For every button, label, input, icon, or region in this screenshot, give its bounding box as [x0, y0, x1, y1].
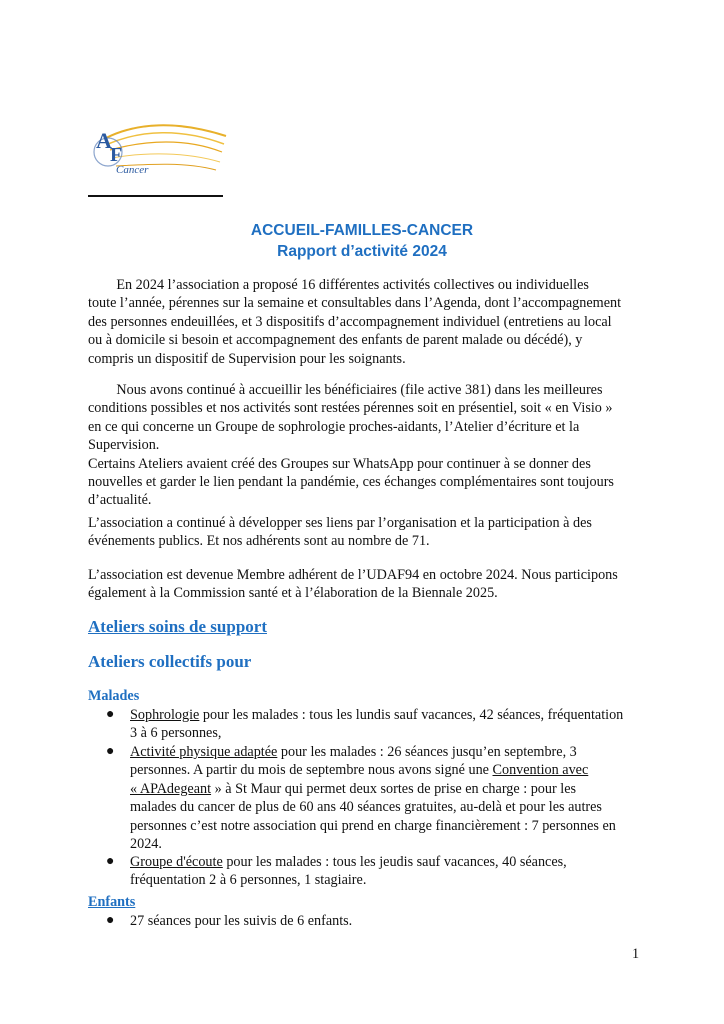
link-apadegeant[interactable]: « APAdegeant [130, 780, 212, 797]
bullet-icon: ● [106, 913, 115, 928]
logo-letter-f: F [110, 144, 123, 166]
text-line: L’association est devenue Membre adhérent de l’UDAF94 en octobre 2024. Nous participons [88, 567, 618, 583]
logo-letter-a: A [96, 128, 112, 153]
text-line: Certains Ateliers avaient créé des Groupes sur WhatsApp pour continuer à se donner des [88, 455, 591, 472]
text-line: L’association a continué à développer ses liens par l’organisation et la participation à des [88, 515, 592, 531]
section-heading-soins: Ateliers soins de support [88, 617, 267, 636]
document-page: A F Cancer ACCUEIL-FAMILLES-CANCER Rapport d’activité 2024 En 2024 l’association a proposé 16 différentes activités collectives ou individuelles toute l’année, pérennes sur la semaine et consultables dans l’Agenda, dont l’accompagnement des personnes endeuillées, et 3 dispositifs d’accompagnement individuel (entretiens au local ou à domicile si besoin et accompagnement des enfants de parent malade ou décédé), y compris un dispositif de Supervision pour les soignants. Nous avons continué à accueillir les bénéficiaires (file active 381) dans les meilleures conditions possibles et nos activités sont restées pérennes soit en présentiel, soit « en Visio » en ce qui concerne un Groupe de sophrologie proches-aidants, l’Atelier d’écriture et la Supervision. Certains Ateliers avaient créé des Groupes sur WhatsApp pour continuer à se donner des nouvelles et garder le lien pendant la pandémie, ces échanges complémentaires sont toujours d’actualité. L’association a continué à développer ses liens par l’organisation et la participation à des événements publics. Et nos adhérents sont au nombre de 71. L’association est devenue Membre adhérent de l’UDAF94 en octobre 2024. Nous participons également à la Commission santé et à l’élaboration de la Biennale 2025. Ateliers soins de support Ateliers collectifs pour Malades ● Sophrologie pour les malades : tous les lundis sauf vacances, 42 séances, fréquentation 3 à 6 personnes, ● Activité physique adaptée pour les malades : 26 séances jusqu’en septembre, 3 personnes. A partir du mois de septembre nous avons signé une Convention avec « APAdegeant » à St Maur qui permet deux sortes de prise en charge : pour les malades du cancer de plus de 60 ans 40 séances gratuites, au-delà et pour les autres personnes c’est notre association qui prend en charge financièrement : 7 personnes en 2024. ● Groupe d'écoute pour les malades : tous les jeudis sauf vacances, 40 séances, fréquentation 2 à 6 personnes, 1 stagiaire. Enfants ● 27 séances pour les suivis de 6 enfants. 1 [0, 0, 724, 1024]
paragraph-intro [88, 276, 658, 368]
bullet-icon: ● [106, 744, 115, 759]
text-line: nouvelles et garder le lien pendant la pandémie, ces échanges complémentaires sont toujours [88, 474, 614, 491]
logo-divider [88, 195, 223, 197]
text-line: Nous avons continué à accueillir les bénéficiaires (file active 381) dans les meilleures [88, 382, 603, 398]
text-line: Supervision. [88, 437, 160, 454]
text-line: En 2024 l’association a proposé 16 différentes activités collectives ou individuelles [88, 277, 589, 293]
link-sophrologie[interactable]: Sophrologie [130, 707, 200, 723]
paragraph-liens [88, 514, 658, 551]
document-subtitle: Rapport d’activité 2024 [277, 243, 447, 260]
text-line: ou à domicile si besoin et accompagnement des enfants de parent malade ou décédé), y [88, 332, 583, 349]
text-line: d’actualité. [88, 492, 152, 509]
text-line: événements publics. Et nos adhérents sont au nombre de 71. [88, 533, 430, 550]
logo-word-cancer: Cancer [116, 164, 149, 176]
afc-logo [86, 118, 231, 186]
page-number: 1 [632, 946, 640, 962]
link-groupe-ecoute[interactable]: Groupe d'écoute [130, 854, 223, 870]
text-line: également à la Commission santé et à l’élaboration de la Biennale 2025. [88, 585, 498, 602]
subheading-enfants[interactable]: Enfants [88, 894, 136, 910]
paragraph-udaf [88, 566, 658, 603]
text-line: en ce qui concerne un Groupe de sophrologie proches-aidants, l’Atelier d’écriture et la [88, 418, 580, 435]
text-line: des personnes endeuillées, et 3 dispositifs d’accompagnement individuel (entretiens au local [88, 313, 612, 330]
link-activite-physique[interactable]: Activité physique adaptée [130, 744, 278, 760]
text-line: conditions possibles et nos activités sont restées pérennes soit en présentiel, soit « en Visio » [88, 400, 613, 417]
link-convention[interactable]: Convention avec [492, 762, 589, 779]
document-title: ACCUEIL-FAMILLES-CANCER [250, 222, 474, 239]
text-line: compris un dispositif de Supervision pour les soignants. [88, 350, 406, 367]
subheading-malades: Malades [88, 688, 140, 704]
bullet-icon: ● [106, 707, 115, 722]
text-line: toute l’année, pérennes sur la semaine et consultables dans l’Agenda, dont l’accompagnement [88, 295, 622, 312]
paragraph-beneficiaires [88, 381, 658, 510]
section-heading-ateliers: Ateliers collectifs pour [88, 652, 252, 671]
bullet-icon: ● [106, 854, 115, 869]
